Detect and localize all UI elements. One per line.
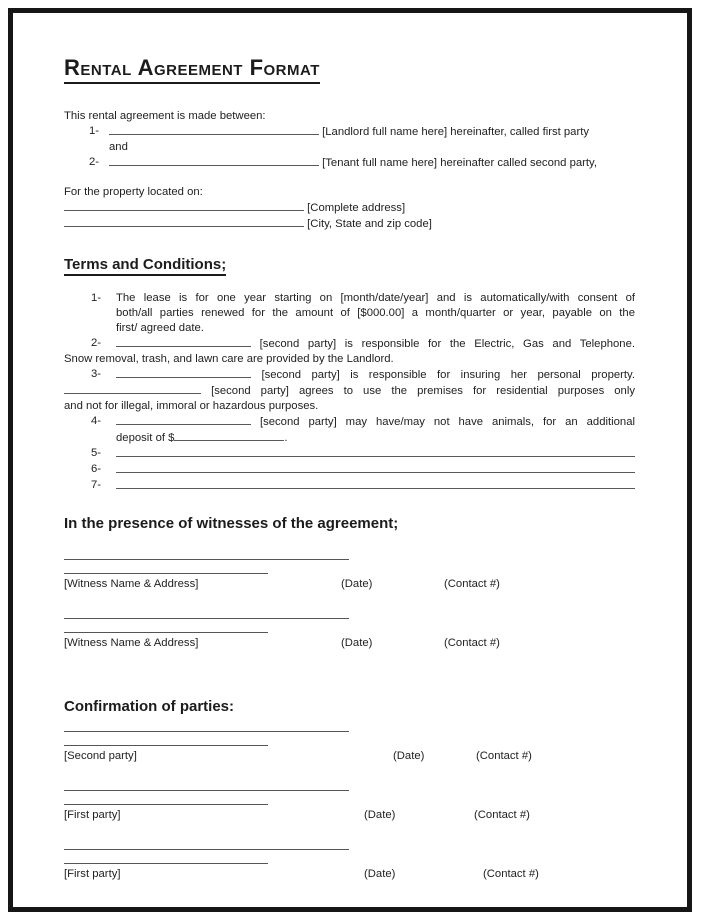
tenant-name-blank (109, 155, 319, 166)
address-blank (64, 200, 304, 211)
name-line (64, 863, 268, 864)
witness-name-line (64, 632, 268, 633)
date-label: (Date) (341, 578, 373, 590)
term-2-text: Snow removal, trash, and lawn care are provided by the Landlord. (64, 353, 394, 365)
witness-name-line (64, 573, 268, 574)
contact-label: (Contact #) (444, 637, 500, 649)
deposit-amount-blank (174, 430, 284, 441)
party-line-landlord (64, 124, 635, 140)
term-3-text: and not for illegal, immoral or hazardous purposes. (64, 400, 319, 412)
intro-lead: This rental agreement is made between: (64, 110, 266, 122)
party-line-tenant (64, 155, 635, 171)
confirmation-heading: Confirmation of parties: (64, 698, 235, 715)
term-3-text: [second party] is responsible for insuring her personal property. (261, 369, 636, 381)
term-item-5 (64, 446, 635, 462)
term-7-blank (116, 478, 635, 489)
date-label: (Date) (364, 868, 396, 880)
landlord-name-blank (109, 124, 319, 135)
first-party-block (64, 849, 635, 882)
witness-block (64, 559, 635, 592)
tenant-label: [Tenant full name here] hereinafter called second party, (322, 157, 597, 169)
landlord-label: [Landlord full name here] hereinafter, called first party (322, 126, 590, 138)
term-number: 4- (91, 415, 102, 427)
first-party-label: [First party] (64, 868, 121, 880)
second-party-block (64, 731, 635, 764)
witness-name-label: [Witness Name & Address] (64, 578, 199, 590)
term-6-blank (116, 462, 635, 473)
term-1-text: first/ agreed date. (116, 322, 204, 334)
address-label: [Complete address] (307, 202, 406, 214)
term-number: 2- (91, 337, 102, 349)
contact-label: (Contact #) (476, 750, 532, 762)
term-item-6 (64, 462, 635, 478)
term-item-2 (64, 336, 635, 367)
page-content (13, 13, 687, 907)
witness-name-label: [Witness Name & Address] (64, 637, 199, 649)
first-party-label: [First party] (64, 809, 121, 821)
terms-heading: Terms and Conditions; (64, 257, 635, 276)
term-number: 5- (91, 447, 102, 459)
term-4-text: [second party] may have/may not have animals, for an additional (259, 416, 635, 428)
party-number: 1- (89, 125, 100, 137)
city-line (64, 216, 635, 232)
term-3-text: [second party] agrees to use the premises for residential purposes only (211, 385, 635, 397)
address-line (64, 200, 635, 216)
page-title: Rental Agreement Format (64, 55, 320, 84)
term-item-7 (64, 478, 635, 494)
contact-label: (Contact #) (474, 809, 530, 821)
page-border (8, 8, 692, 912)
deposit-text: deposit of $ (116, 432, 175, 444)
second-party-blank (64, 383, 201, 394)
second-party-label: [Second party] (64, 750, 137, 762)
connector-and: and (109, 141, 128, 153)
signature-line (64, 790, 349, 791)
deposit-period: . (284, 432, 288, 444)
city-blank (64, 216, 304, 227)
witness-signature-line (64, 559, 349, 560)
term-1-text: The lease is for one year starting on [month/date/year] and is automatically/with consent of (116, 292, 635, 304)
contact-label: (Contact #) (444, 578, 500, 590)
city-label: [City, State and zip code] (307, 218, 432, 230)
signature-line (64, 731, 349, 732)
date-label: (Date) (364, 809, 396, 821)
term-item-1 (64, 291, 635, 336)
date-label: (Date) (341, 637, 373, 649)
signature-line (64, 849, 349, 850)
name-line (64, 745, 268, 746)
term-item-4 (64, 414, 635, 446)
witness-signature-line (64, 618, 349, 619)
second-party-blank (116, 367, 251, 378)
term-5-blank (116, 446, 635, 457)
contact-label: (Contact #) (483, 868, 539, 880)
term-1-text: both/all parties renewed for the amount of [$000.00] a month/quarter or year, payable on the (116, 307, 635, 319)
name-line (64, 804, 268, 805)
terms-list (64, 291, 635, 494)
witness-block (64, 618, 635, 651)
party-number: 2- (89, 156, 100, 168)
term-2-text: [second party] is responsible for the Electric, Gas and Telephone. (259, 338, 635, 350)
first-party-block (64, 790, 635, 823)
term-number: 7- (91, 479, 102, 491)
property-lead: For the property located on: (64, 186, 203, 198)
witnesses-heading: In the presence of witnesses of the agreement; (64, 515, 399, 532)
term-item-3 (64, 367, 635, 414)
second-party-blank (116, 336, 251, 347)
second-party-blank (116, 414, 251, 425)
term-number: 3- (91, 368, 102, 380)
date-label: (Date) (393, 750, 425, 762)
term-number: 1- (91, 292, 102, 304)
term-number: 6- (91, 463, 102, 475)
